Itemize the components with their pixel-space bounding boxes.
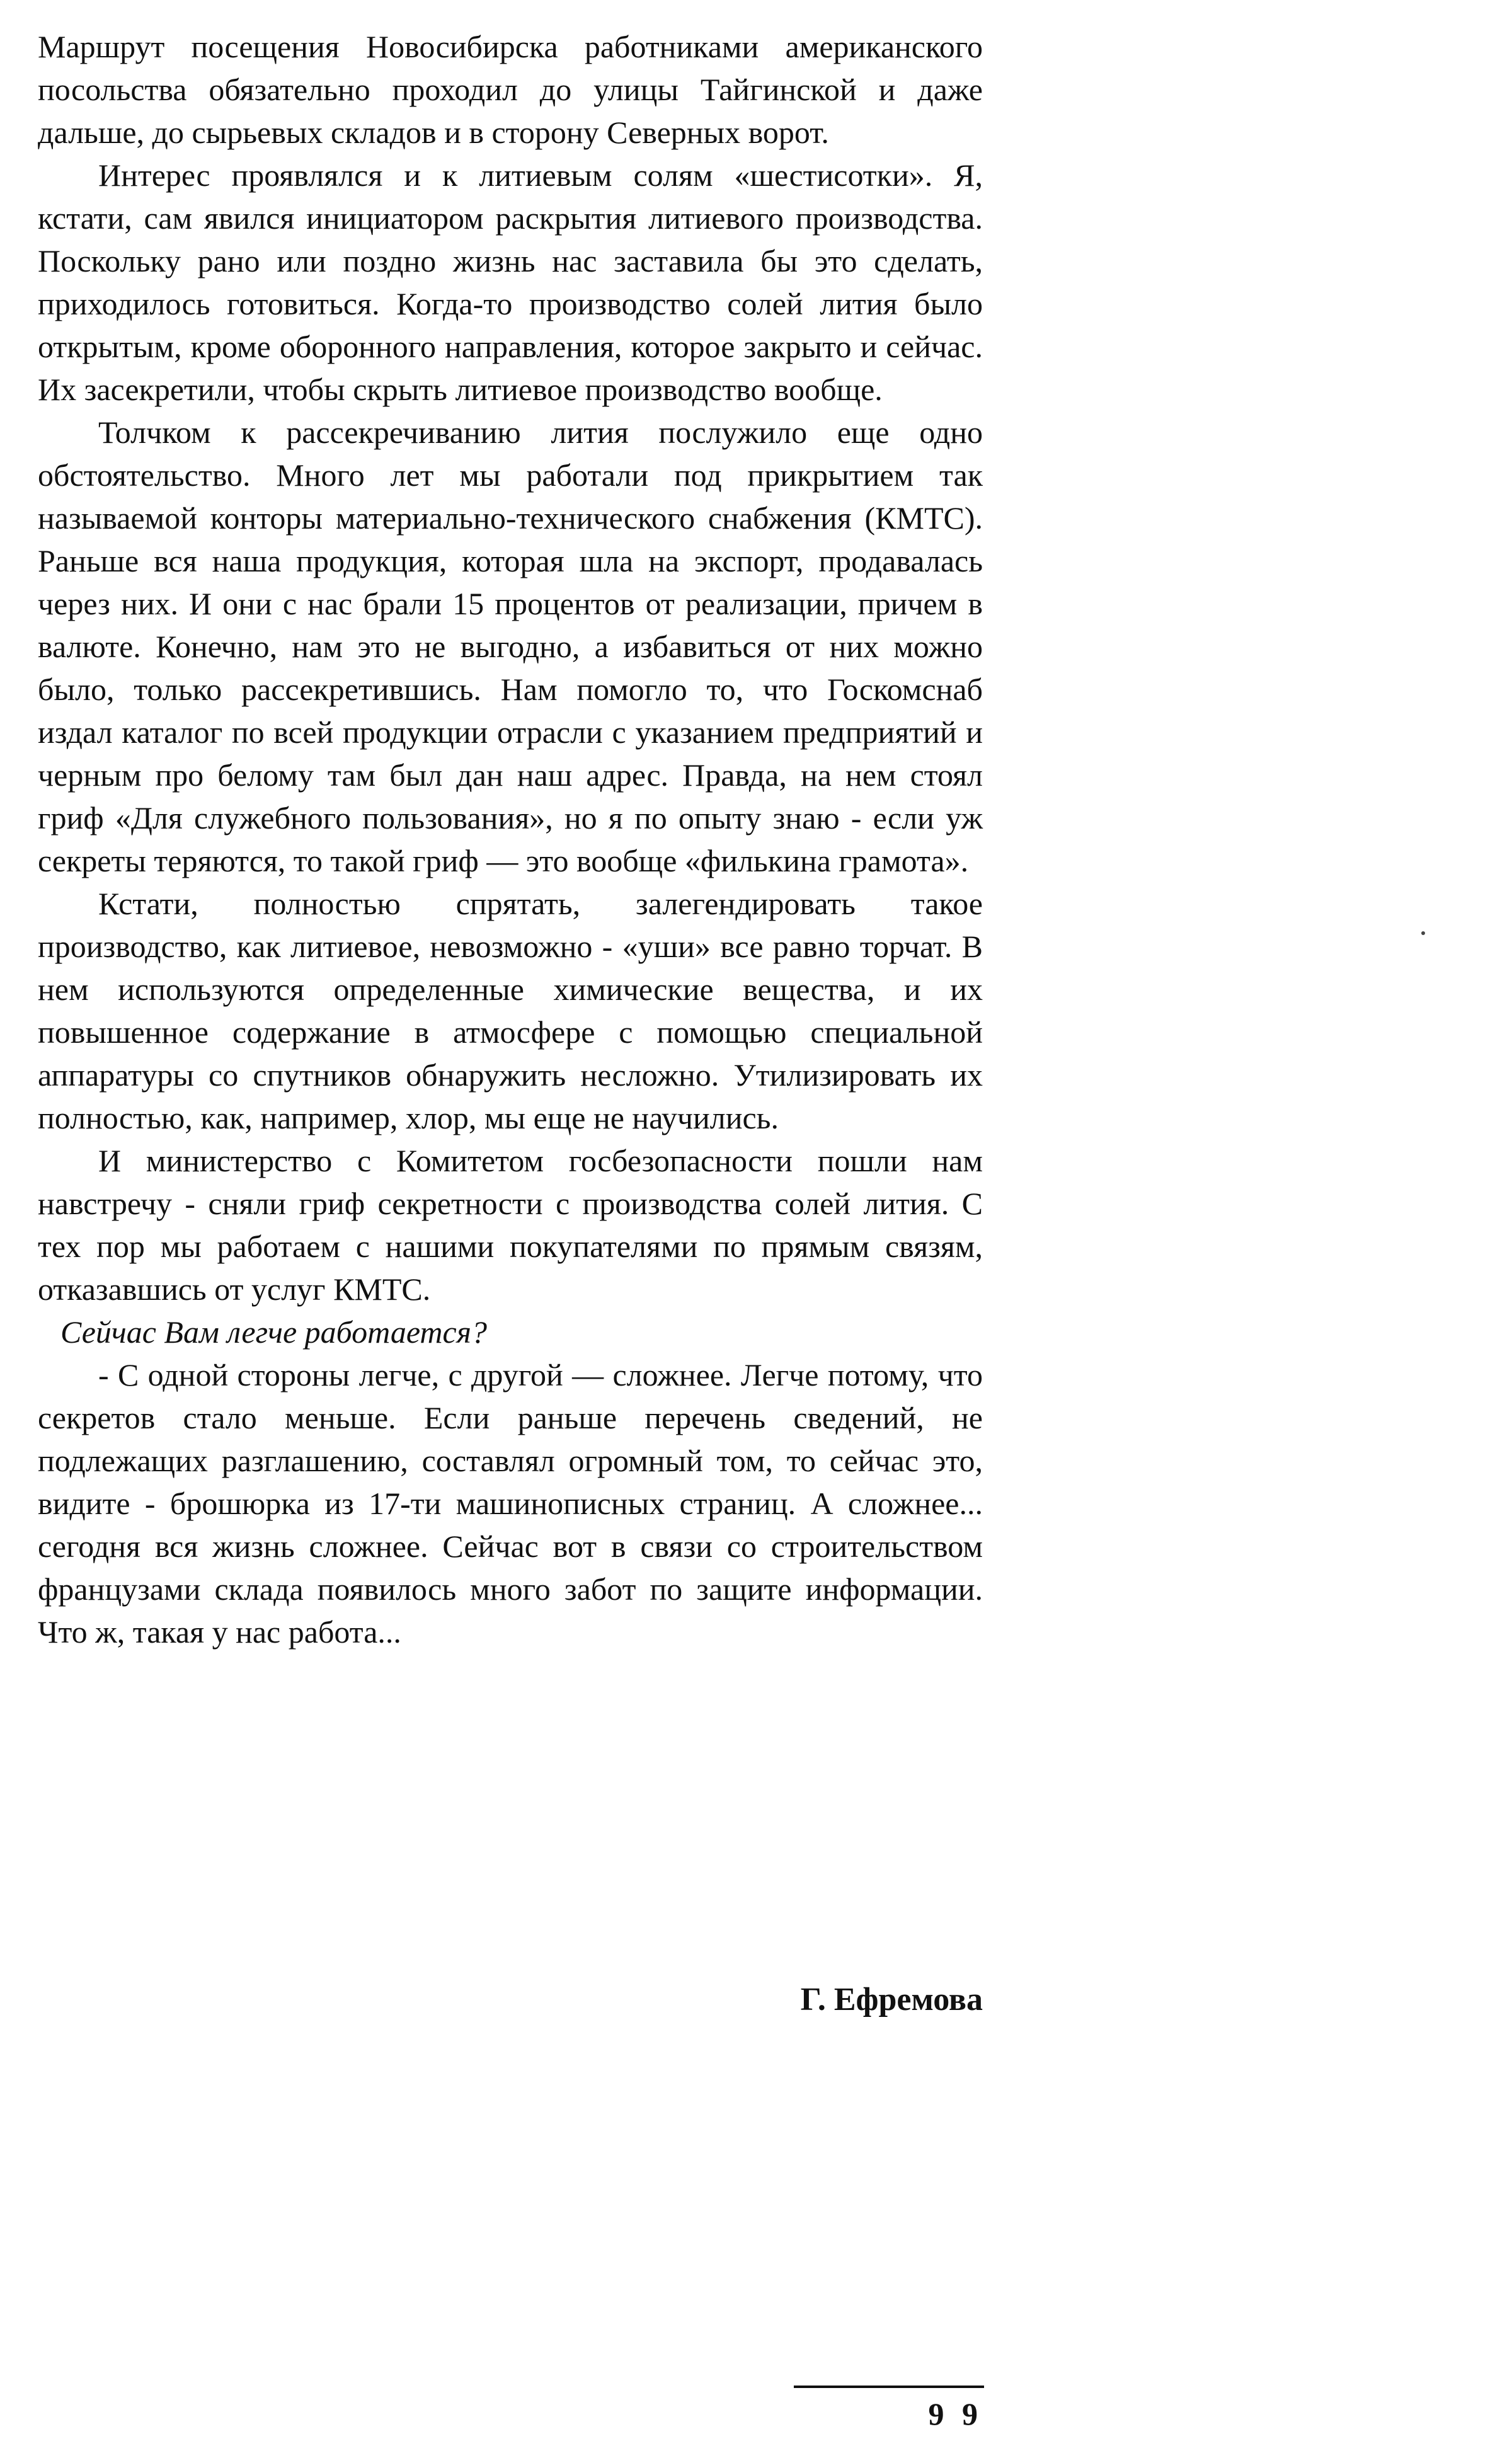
article-body [38, 25, 983, 1653]
interview-answer: - С одной стороны легче, с другой — сложнее. Легче потому, что секретов стало меньше. Если раньше перечень сведений, не подлежащих разглашению, составлял огромный том, то сейчас это, видите - брошюрка из 17-ти машинописных страниц. А сложнее... сегодня вся жизнь сложнее. Сейчас вот в связи со строительством французами склада появилось много забот по защите информации. Что ж, такая у нас работа... [38, 1357, 983, 1650]
scan-speck [1421, 931, 1425, 935]
author-signature: Г. Ефремова [800, 1982, 983, 2018]
footer-rule [794, 2386, 984, 2388]
interview-question: Сейчас Вам легче работается? [60, 1314, 487, 1350]
paragraph-ministry: И министерство с Комитетом госбезопасности пошли нам навстречу - сняли гриф секретности с производства солей лития. С тех пор мы работаем с нашими покупателями по прямым связям, отказавшись от услуг КМТС. [38, 1143, 983, 1307]
paragraph-declassification: Толчком к рассекречиванию лития послужило еще одно обстоятельство. Много лет мы работали под прикрытием так называемой конторы материально-технического снабжения (КМТС). Раньше вся наша продукция, которая шла на экспорт, продавалась через них. И они с нас брали 15 процентов от реализации, причем в валюте. Конечно, нам это не выгодно, а избавиться от них можно было, только рассекретившись. Нам помогло то, что Госкомснаб издал каталог по всей продукции отрасли с указанием предприятий и черным про белому там был дан наш адрес. Правда, на нем стоял гриф «Для служебного пользования», но я по опыту знаю - если уж секреты теряются, то такой гриф — это вообще «филькина грамота». [38, 415, 983, 878]
paragraph-route: Маршрут посещения Новосибирска работниками американского посольства обязательно проходил до улицы Тайгинской и даже дальше, до сырьевых складов и в сторону Северных ворот. [38, 29, 983, 150]
paragraph-production-detection: Кстати, полностью спрятать, залегендировать такое производство, как литиевое, невозможно - «уши» все равно торчат. В нем используются определенные химические вещества, и их повышенное содержание в атмосфере с помощью специальной аппаратуры со спутников обнаружить несложно. Утилизировать их полностью, как, например, хлор, мы еще не научились. [38, 886, 983, 1135]
paragraph-lithium-interest: Интерес проявлялся и к литиевым солям «шестисотки». Я, кстати, сам явился инициатором раскрытия литиевого производства. Поскольку рано или поздно жизнь нас заставила бы это сделать, приходилось готовиться. Когда-то производство солей лития было открытым, кроме оборонного направления, которое закрыто и сейчас. Их засекретили, чтобы скрыть литиевое производство вообще. [38, 158, 983, 407]
page-number: 9 9 [928, 2396, 983, 2432]
